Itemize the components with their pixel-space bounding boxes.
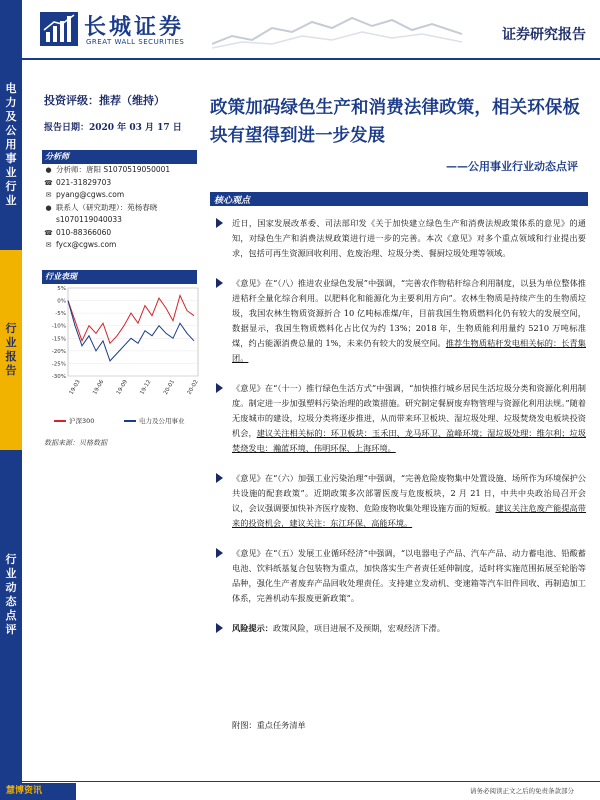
y-tick-label: 0% [57, 298, 66, 305]
core-view-bullets [212, 216, 586, 651]
y-tick-label: -25% [51, 361, 66, 368]
header-divider [22, 58, 600, 60]
series-line-hs300 [68, 296, 194, 344]
industry-performance-chart [44, 284, 202, 404]
legend-item-hs300: 沪深300 [54, 416, 94, 425]
person-icon: ● [45, 166, 52, 174]
core-view-label: 核心观点 [214, 196, 251, 206]
footer-brand: 慧博资讯 [0, 783, 76, 800]
y-tick-label: 5% [57, 286, 66, 292]
bullet-marker-icon [216, 383, 223, 393]
footer-divider [22, 781, 600, 782]
bullet-marker-icon [216, 548, 223, 558]
chart-section-label: 行业表现 [42, 270, 197, 284]
bullet-text: 风险提示： [232, 623, 273, 633]
page-subtitle: ——公用事业行业动态点评 [446, 160, 578, 173]
legend-swatch-utilities [124, 420, 136, 422]
bullet-text: 推荐生物质秸秆发电相关标的：长青集团。 [232, 338, 586, 363]
bullet-marker-icon [216, 623, 223, 633]
bullet-text: 建议关注相关标的：环卫板块：玉禾田、龙马环卫、盈峰环境；湿垃圾处理：维尔利；垃圾焚烧发电：瀚蓝环境、伟明环保、上海环境。 [232, 428, 586, 453]
investment-rating: 投资评级：推荐（维持） [44, 94, 165, 107]
bullet-text: 《意见》在“（十一）推行绿色生活方式”中强调，“加快推行城乡居民生活垃圾分类和资源化利用制度。制定进一步加强塑料污染治理的政策措施。研究制定餐厨废弃物管理与资源化利用法规。”随着无废城市的建设，垃圾分类将逐步推进，从而带来环卫板块、湿垃圾处理、垃圾焚烧发电板块投资机会， [232, 383, 586, 438]
appendix-note: 附图：重点任务清单 [232, 720, 306, 730]
bullet-text: 《意见》在“（八）推进农业绿色发展”中强调，“完善农作物秸秆综合利用制度，以县为单位整体推进秸秆全量化综合利用。以肥料化和能源化为主要利用方向”。农林生物质是持续产生的生物质垃圾，我国农林生物质资源折合 10 亿吨标准煤/年，目前我国生物质燃料化仍有较大的发展空间，数据显示，我国生物质燃料化占比仅为约 13%；2018 年，生物质能利用量约 5210 万吨标准煤，约占能源消费总量的 1%，未来仍有较大的发展空间。 [232, 278, 586, 348]
x-tick-label: 20-02 [186, 379, 200, 396]
bullet-text: 近日，国家发展改革委、司法部印发《关于加快建立绿色生产和消费法规政策体系的意见》的通知，对绿色生产和消费法规政策进行进一步的完善。本次《意见》对多个重点领域和行业提出要求，包括可再生资源回收利用、危废治理、垃圾分类、餐厨垃圾处理等领域。 [232, 218, 586, 258]
bullet-paragraph [212, 546, 586, 606]
sidebar-industry: 电力及公用事业行业 [5, 82, 17, 207]
chart-legend [44, 416, 204, 426]
contact-icon: ● [45, 203, 52, 212]
bullet-text: 政策风险，项目进展不及预期，宏观经济下滑。 [272, 623, 445, 633]
bullet-text: 建议关注危废产能提高带来的投资机会，建议关注：东江环保、高能环境。 [232, 503, 586, 528]
analyst-line: ☎ 021-31829703 [44, 177, 204, 190]
bullet-marker-icon [216, 218, 223, 228]
logo-icon [40, 12, 78, 46]
x-tick-label: 19-09 [115, 379, 129, 396]
y-tick-label: -5% [55, 311, 66, 318]
mail-icon: ✉ [45, 191, 52, 199]
report-date: 报告日期：2020 年 03 月 17 日 [44, 123, 182, 133]
phone-icon: ☎ [44, 228, 53, 237]
analyst-line: ● 联系人（研究助理）：苑杨春晓 [44, 202, 204, 215]
chart-source: 数据来源：贝格数据 [44, 439, 107, 447]
sidebar-category: 行业动态点评 [5, 553, 17, 636]
bullet-paragraph [212, 216, 586, 261]
phone-icon: ☎ [44, 178, 53, 187]
mail-icon: ✉ [45, 241, 52, 249]
analyst-line: ☎ 010-88366060 [44, 227, 204, 240]
logo-subtext: GREAT WALL SECURITIES [86, 38, 185, 46]
bullet-text: 《意见》在“（六）加强工业污染治理”中强调，“完善危险废物集中处置设施、场所作为环境保护公共设施的配套政策”。近期政策多次部署医废与危废板块，2 月 21 日，中共中央政治局召开会议，会议强调要加快补齐医疗废物、危险废物收集处理设施方面的短板。 [232, 473, 586, 513]
bullet-paragraph [212, 471, 586, 531]
analyst-section-label: 分析师 [42, 150, 197, 164]
bullet-text: 《意见》在“（五）发展工业循环经济”中强调，“以电器电子产品、汽车产品、动力蓄电池、铅酸蓄电池、饮料纸基复合包装物为重点，加快落实生产者责任延伸制度，适时将实施范围拓展至轮胎等品种，强化生产者废弃产品回收处理责任。支持建立发动机、变速箱等汽车旧件回收、再制造加工体系，完善机动车报废更新政策”。 [232, 548, 586, 603]
bullet-paragraph [212, 276, 586, 366]
report-type-label: 证券研究报告 [502, 27, 586, 43]
y-tick-label: -30% [51, 374, 66, 380]
analyst-line: s1070119040033 [56, 215, 122, 224]
bullet-marker-icon [216, 473, 223, 483]
legend-item-utilities: 电力及公用事业 [124, 416, 185, 425]
y-tick-label: -10% [51, 323, 66, 330]
bullet-paragraph [212, 381, 586, 456]
bullet-marker-icon [216, 278, 223, 288]
legend-swatch-hs300 [54, 420, 66, 422]
core-view-bar [210, 192, 588, 206]
analyst-line[interactable]: ✉ pyang@cgws.com [44, 189, 204, 202]
sidebar-report-type: 行业报告 [0, 250, 22, 450]
x-tick-label: 19-03 [68, 379, 82, 396]
footer-disclaimer: 请务必阅读正文之后的免责条款部分 [470, 787, 574, 795]
y-tick-label: -20% [51, 348, 66, 355]
x-tick-label: 19-12 [139, 379, 153, 396]
great-wall-decoration-icon [212, 8, 462, 50]
x-tick-label: 19-06 [92, 379, 106, 396]
page-header [22, 0, 600, 58]
bullet-paragraph [212, 621, 586, 636]
analyst-info [44, 164, 204, 252]
analyst-line: ● 分析师：唐阳 S1070519050001 [44, 164, 204, 177]
y-tick-label: -15% [51, 336, 66, 343]
analyst-line[interactable]: ✉ fycx@cgws.com [44, 239, 204, 252]
logo-text: 长城证券 [84, 14, 185, 40]
x-tick-label: 20-01 [162, 379, 177, 396]
page-title: 政策加码绿色生产和消费法律政策，相关环保板块有望得到进一步发展 [210, 98, 580, 146]
